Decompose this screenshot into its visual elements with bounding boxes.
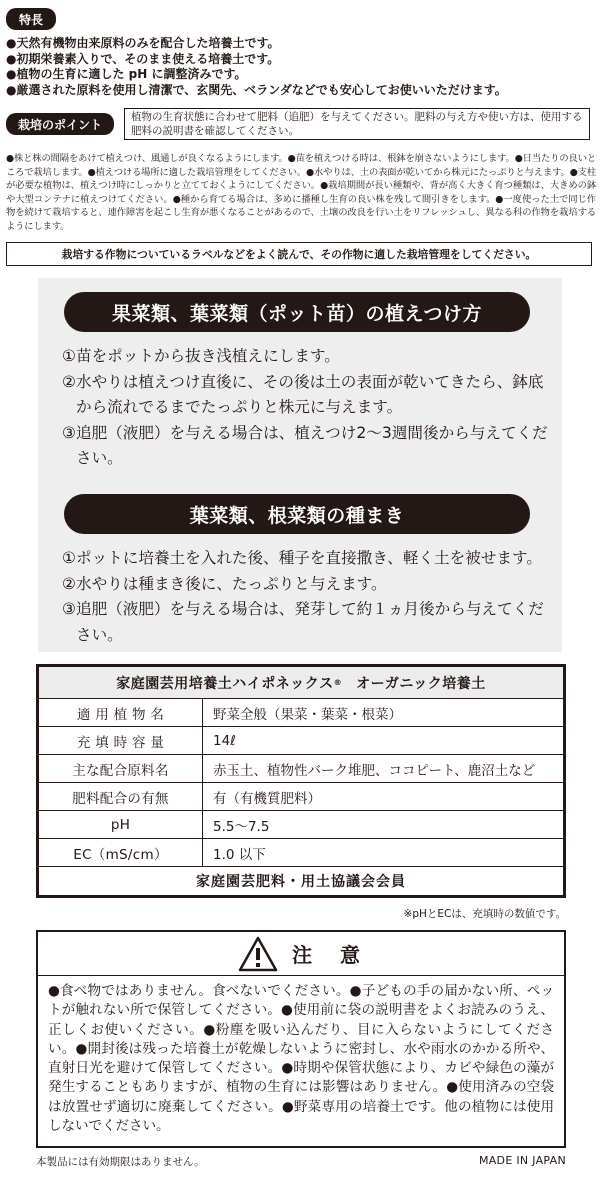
step-number: ③ [62, 600, 76, 618]
spec-key: 主な配合原料名 [39, 755, 203, 782]
features-item: ●植物の生育に適した pH に調整済みです。 [6, 67, 247, 81]
features-item: ●初期栄養素入りで、そのまま使える培養土です。 [6, 51, 280, 66]
sowing-step [62, 597, 552, 648]
step-text: 追肥（液肥）を与える場合は、発芽して約１ヵ月後から与えてください。 [75, 600, 544, 644]
cultivation-tips: ●株と株の間隔をあけて植えつけ、風通しが良くなるようにします。●苗を植えつける時は、根鉢を崩さないようにします。●日当たりの良いところで栽培します。●植えつける場所に適した栽培管理をしてください。●水やりは、土の表面が乾いてから株元にたっぷりと与えます。●支柱が必要な植物は、植えつけ時にしっかりと立てておくようにしてください。●栽培期間が長い種類や、背が高く大きく育つ種類は、大きめの鉢や大型コンテナに植えつけてください。●種から育てる場合は、多めに播種し生育の良い株を残して間引きをします。●一度使った土で同じ作物を続けて栽培すると、連作障害を起こし生育が悪くなることがあるので、土壌の改良を行い土をリフレッシュし、異なる科の作物を栽培するようにします。 [6, 153, 596, 232]
spec-value: 14ℓ [213, 732, 236, 749]
spec-row [39, 783, 563, 811]
spec-value: 野菜全般（果菜・葉菜・根菜） [213, 706, 402, 723]
sowing-step [62, 546, 552, 572]
step-number: ③ [62, 423, 76, 442]
sowing-steps [62, 546, 552, 648]
spec-row [39, 727, 563, 755]
features-label: 特長 [6, 8, 56, 30]
caution-title: 注 意 [292, 943, 364, 967]
caution-text: ●食べ物ではありません。食べないでください。●子どもの手の届かない所、ペットが触れない所で保管してください。●使用前に袋の説明書をよくお読みのうえ、正しくお使いください。●粉塵を吸い込んだり、目に入らないようにしてください。●開封後は残った培養土が乾燥しないように密封し、水や雨水のかかる所や、直射日光を避けて保管してください。●時期や保管状態により、カビや緑色の藻が発生することもありますが、植物の生育には影響はありません。●使用済みの空袋は放置せず適切に廃棄してください。●野菜専用の培養土です。他の植物には使用しないでください。 [48, 983, 554, 1135]
step-number: ① [62, 347, 76, 365]
spec-note: ※pHとECは、充填時の数値です。 [403, 908, 566, 920]
cultivation-notice: 栽培する作物についているラベルなどをよく読んで、その作物に適した栽培管理をしてください。 [6, 242, 592, 266]
spec-row [39, 811, 563, 839]
spec-row [39, 699, 563, 727]
spec-key: pH [39, 811, 203, 838]
spec-value: 1.0 以下 [213, 846, 266, 863]
spec-row [39, 755, 563, 783]
warning-triangle-icon [238, 936, 278, 972]
planting-step [62, 344, 552, 370]
step-text: 追肥（液肥）を与える場合は、植えつけ2〜3週間後から与えてください。 [75, 423, 548, 467]
planting-steps [62, 344, 552, 472]
spec-title-suffix: オーガニック培養土 [356, 675, 486, 692]
planting-step [62, 421, 552, 472]
spec-footer: 家庭園芸肥料・用土協議会会員 [196, 874, 406, 890]
step-number: ② [62, 574, 76, 593]
spec-value: 有（有機質肥料） [213, 790, 321, 807]
step-text: 水やりは植えつけ直後に、その後は土の表面が乾いてきたら、鉢底から流れでるまでたっぷりと株元に与えます。 [75, 372, 544, 416]
spec-key: 肥料配合の有無 [39, 783, 203, 810]
features-item: ●天然有機物由来原料のみを配合した培養土です。 [6, 36, 280, 50]
planting-title: 果菜類、葉菜類（ポット苗）の植えつけ方 [64, 292, 530, 332]
cultivation-label: 栽培のポイント [6, 113, 114, 135]
caution-box [36, 930, 566, 1148]
spec-value: 5.5〜7.5 [213, 818, 270, 835]
fertilizer-note-box: 植物の生育状態に合わせて肥料（追肥）を与えてください。肥料の与え方や使い方は、使用する肥料の説明書を確認してください。 [124, 108, 590, 140]
caution-header [38, 932, 564, 976]
instruction-panel [38, 278, 562, 652]
step-text: 苗をポットから抜き浅植えにします。 [75, 347, 340, 365]
spec-value: 赤玉土、植物性バーク堆肥、ココピート、鹿沼土など [213, 762, 536, 779]
step-number: ② [62, 372, 76, 391]
expiry-note: 本製品には有効期限はありません。 [36, 1156, 205, 1168]
features-list [6, 36, 596, 98]
spec-key: 充 填 時 容 量 [39, 727, 203, 754]
spec-table [36, 664, 566, 898]
sowing-step [62, 572, 552, 598]
spec-key: 適 用 植 物 名 [39, 699, 203, 726]
origin-label: MADE IN JAPAN [478, 1154, 566, 1167]
registered-mark: ® [333, 678, 343, 687]
spec-title-text: 家庭園芸用培養土ハイポネックス [116, 675, 334, 692]
sowing-title: 葉菜類、根菜類の種まき [64, 494, 530, 534]
step-number: ① [62, 549, 76, 567]
features-item: ●厳選された原料を使用し清潔で、玄関先、ベランダなどでも安心してお使いいただけます。 [6, 82, 507, 97]
planting-step [62, 370, 552, 421]
spec-key: EC（mS/cm） [39, 839, 203, 866]
spec-title [39, 667, 563, 699]
step-text: 水やりは種まき後に、たっぷりと与えます。 [75, 574, 387, 593]
step-text: ポットに培養土を入れた後、種子を直接撒き、軽く土を被せます。 [75, 549, 542, 567]
spec-row [39, 839, 563, 867]
